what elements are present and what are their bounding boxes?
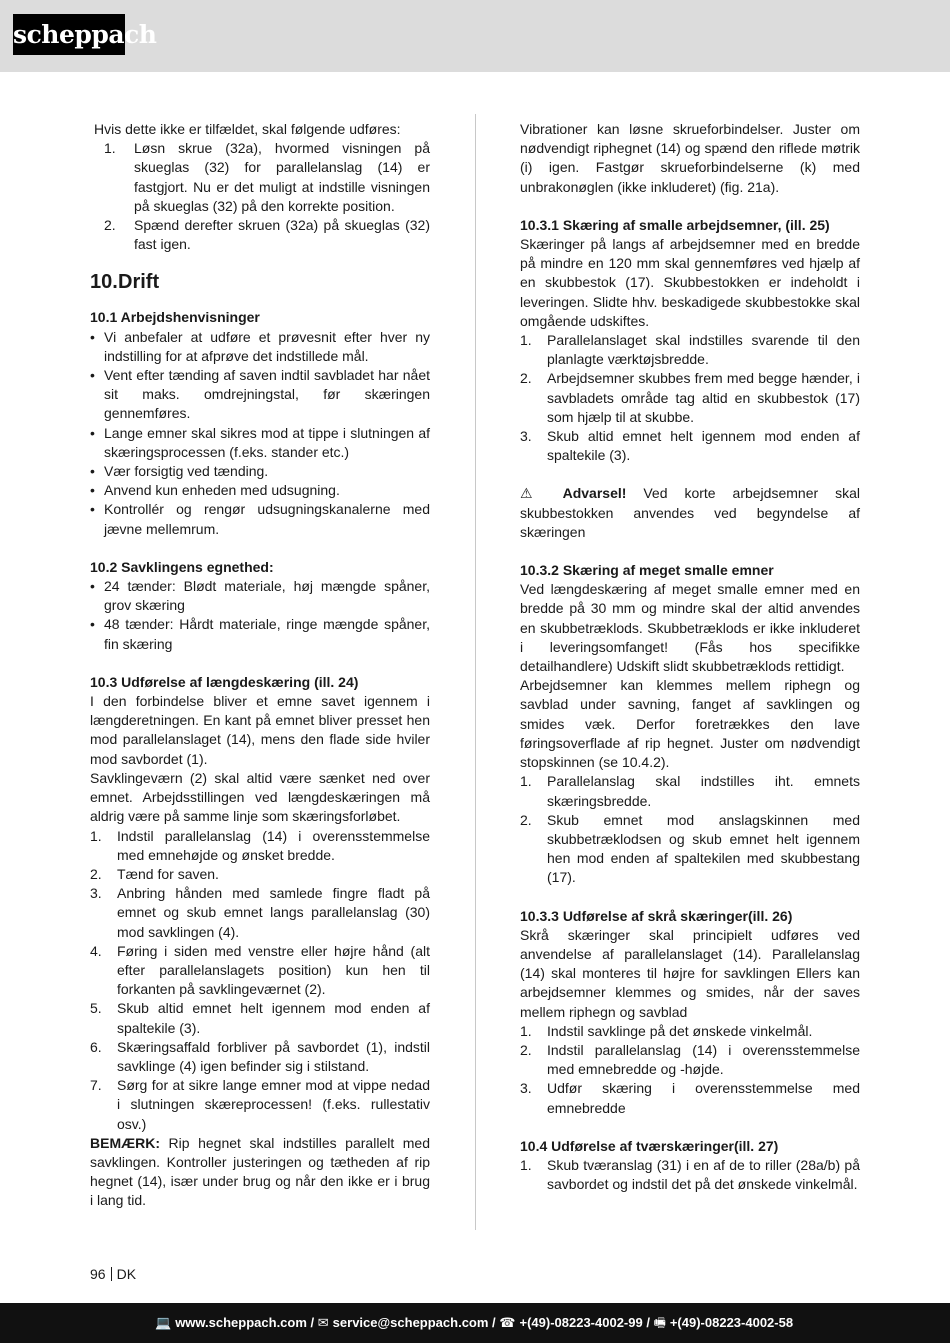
paragraph: Vibrationer kan løsne skrueforbindelser. Juster om nødvendigt riphegnet (14) og spænd den riflede møtrik (i) igen. Fastgør skrueforbindelserne (k) med unbrakonøglen (ikke inkluderet) (fig. 21a).: [520, 121, 860, 195]
list-item-number: 3.: [90, 885, 102, 902]
list-item: [520, 1079, 860, 1117]
bullet-item: [90, 481, 430, 500]
list-item: [520, 427, 860, 465]
bullet-item: [90, 424, 430, 462]
list-item-text: Føring i siden med venstre eller højre hånd (alt efter parallelanslagets position) kun hen til forkanten på savklingeværnet (2).: [117, 942, 430, 998]
list-item-text: Parallelanslaget skal indstilles svarende til den planlagte værktøjsbredde.: [547, 332, 860, 368]
list-item-text: Indstil parallelanslag (14) i overensstemmelse med emnehøjde og ønsket bredde.: [117, 827, 430, 863]
list-item: [520, 1041, 860, 1079]
list-item-text: Skub tværanslag (31) i en af de to riller (28a/b) på savbordet og indstil det på det ønskede vinkelmål.: [547, 1156, 860, 1193]
list-item-text: Parallelanslag skal indstilles iht. emnets skæringsbredde.: [547, 773, 860, 809]
note-text: Rip hegnet skal indstilles parallelt med savklingen. Kontroller justeringen og tætheden af rip hegnet (14), især under brug og når den ikke er i brug i lang tid.: [90, 1134, 430, 1209]
list-item: [520, 772, 860, 810]
list-item: [520, 1156, 860, 1194]
list-item: [90, 884, 430, 942]
list-item: [90, 216, 430, 254]
page-number: 96: [90, 1266, 106, 1282]
list-item: [520, 811, 860, 888]
bullet-text: Vi anbefaler at udføre et prøvesnit efter hver ny indstilling for at afprøve det indstillede mål.: [104, 328, 430, 364]
bullet-item: [90, 577, 430, 615]
list-item-text: Skæringsaffald forbliver på savbordet (1), indstil savklinge (4) igen befinder sig i stilstand.: [117, 1038, 430, 1074]
subsection-title-10-4: 10.4 Udførelse af tværskæringer(ill. 27): [520, 1137, 779, 1154]
list-item-number: 1.: [520, 332, 532, 349]
intro-steps: [90, 139, 430, 254]
warning-paragraph: [520, 484, 860, 542]
email-link[interactable]: service@scheppach.com /: [332, 1315, 496, 1330]
list-item-number: 1.: [520, 1022, 532, 1039]
list-item-text: Spænd derefter skruen (32a) på skueglas (32) fast igen.: [134, 217, 430, 253]
bullet-icon: •: [90, 501, 95, 518]
bullet-icon: •: [90, 616, 95, 633]
bullet-icon: •: [90, 578, 95, 595]
computer-icon: 💻: [155, 1315, 172, 1330]
phone-icon: ☎: [499, 1315, 516, 1330]
bullet-item: [90, 462, 430, 481]
paragraph: Skrå skæringer skal principielt udføres ved anvendelse af parallelanslaget (14). Parallelanslag (14) skal monteres til højre for savklingen Ellers kan arbejdsemner klemmes og smides, når der saves mellem riphegn og savblad: [520, 926, 860, 1020]
subsection-title-10-3: 10.3 Udførelse af længdeskæring (ill. 24): [90, 673, 359, 690]
list-item-text: Løsn skrue (32a), hvormed visningen på skueglas (32) for parallelanslag (14) er fastgjort. Nu er det muligt at indstille visningen på skueglas (32) på den korrekte position.: [134, 140, 430, 214]
subsection-title-10-3-1: 10.3.1 Skæring af smalle arbejdsemner, (ill. 25): [520, 216, 830, 233]
note-label: BEMÆRK:: [90, 1134, 160, 1151]
page-footer-number: [90, 1265, 136, 1283]
list-item-text: Tænd for saven.: [117, 865, 219, 882]
list-item-number: 1.: [104, 140, 116, 157]
language-code: DK: [116, 1266, 137, 1282]
bullet-text: 24 tænder: Blødt materiale, høj mængde spåner, grov skæring: [104, 578, 430, 614]
paragraph: Arbejdsemner kan klemmes mellem riphegn og savblad under savning, fanget af savklingen og smides væk. Derfor foretrækkes den lave føringsoverflade af rip hegnet. Juster om nødvendigt stopskinnen (se 10.4.2).: [520, 677, 860, 771]
list-item-number: 2.: [520, 811, 532, 828]
list-item-text: Skub emnet mod anslagskinnen med skubbetræklodsen og skub emnet helt igennem hen mod enden af spaltekilen med skubbestang (17).: [547, 811, 860, 886]
bullet-text: Vent efter tænding af saven indtil savbladet har nået sit maks. omdrejningstal, før skæringen gennemføres.: [104, 367, 430, 422]
fax-number: +(49)-08223-4002-58: [669, 1315, 794, 1330]
mail-icon: ✉: [317, 1315, 329, 1330]
list-item-number: 1.: [90, 827, 102, 844]
list-item-number: 6.: [90, 1038, 102, 1055]
subsection-title-10-3-2: 10.3.2 Skæring af meget smalle emner: [520, 562, 774, 579]
list-item-number: 7.: [90, 1077, 102, 1094]
bullets-10-2: [90, 577, 430, 654]
list-item-text: Skub altid emnet helt igennem mod enden af spaltekile (3).: [547, 428, 860, 464]
list-item-number: 5.: [90, 1000, 102, 1017]
list-item-number: 4.: [90, 942, 102, 959]
left-column: [90, 120, 430, 1211]
list-item: [520, 1022, 860, 1041]
bullet-icon: •: [90, 328, 95, 345]
warning-text: Ved korte arbejdsemner skal skubbestokken anvendes ved begyndelse af skæringen: [520, 485, 860, 540]
column-divider: [475, 114, 476, 1230]
warning-icon: ⚠: [520, 485, 546, 502]
bullet-text: 48 tænder: Hårdt materiale, ringe mængde spåner, fin skæring: [104, 616, 430, 652]
subsection-title-10-3-3: 10.3.3 Udførelse af skrå skæringer(ill. 26): [520, 907, 793, 924]
bullet-text: Kontrollér og rengør udsugningskanalerne med jævne mellemrum.: [104, 501, 430, 537]
list-item-number: 2.: [520, 370, 532, 387]
section-heading: [90, 270, 430, 294]
steps-10-3: [90, 827, 430, 1134]
list-item-number: 3.: [520, 428, 532, 445]
list-item: [90, 999, 430, 1037]
bullet-icon: •: [90, 424, 95, 441]
list-item-text: Indstil parallelanslag (14) i overensstemmelse med emnebredde og -højde.: [547, 1041, 860, 1078]
list-item: [90, 1076, 430, 1134]
list-item: [90, 865, 430, 884]
list-item-number: 2.: [520, 1041, 532, 1058]
right-column: [520, 120, 860, 1194]
list-item-text: Indstil savklinge på det ønskede vinkelmål.: [547, 1022, 813, 1039]
list-item: [90, 1038, 430, 1076]
subsection-title-10-2: 10.2 Savklingens egnethed:: [90, 558, 274, 575]
intro-text: Hvis dette ikke er tilfældet, skal følgende udføres:: [94, 121, 401, 137]
warning-label: Advarsel!: [562, 485, 627, 502]
bullet-text: Vær forsigtig ved tænding.: [104, 463, 269, 480]
steps-10-3-3: [520, 1022, 860, 1118]
footer-contact-band: [0, 1303, 950, 1343]
bullet-item: [90, 366, 430, 424]
list-item: [520, 369, 860, 427]
paragraph: Savklingeværn (2) skal altid være sænket ned over emnet. Arbejdsstillingen ved længdeskæringen må aldrig være på samme linje som skæringsforløbet.: [90, 769, 430, 825]
bullet-text: Lange emner skal sikres mod at tippe i slutningen af skæringsprocessen (f.eks. stander etc.): [104, 424, 430, 460]
bullet-text: Anvend kun enheden med udsugning.: [104, 482, 340, 499]
list-item-number: 2.: [104, 217, 116, 234]
steps-10-3-2: [520, 772, 860, 887]
list-item-text: Arbejdsemner skubbes frem med begge hænder, i savbladets område tag altid en skubbestok (17) som hjælp til at skubbe.: [547, 370, 860, 425]
list-item: [90, 139, 430, 216]
list-item-text: Sørg for at sikre lange emner mod at vippe nedad i slutningen skæreprocessen! (f.eks. rullestativ osv.): [117, 1077, 430, 1132]
list-item-text: Udfør skæring i overensstemmelse med emnebredde: [547, 1080, 860, 1116]
bullet-item: [90, 328, 430, 366]
note-paragraph: [90, 1134, 430, 1211]
section-number: 10.: [90, 271, 118, 294]
phone-number: +(49)-08223-4002-99 /: [519, 1315, 650, 1330]
paragraph: I den forbindelse bliver et emne savet igennem i længderetningen. En kant på emnet bliver presset hen mod parallelanslaget (14), mens den flade side hviler mod savbordet (1).: [90, 693, 430, 767]
list-item-text: Skub altid emnet helt igennem mod enden af spaltekile (3).: [117, 1000, 430, 1036]
subsection-title-10-1: 10.1 Arbejdshenvisninger: [90, 309, 260, 326]
list-item-number: 3.: [520, 1080, 532, 1097]
fax-icon: 🖷: [653, 1315, 666, 1330]
bullet-icon: •: [90, 367, 95, 384]
bullet-icon: •: [90, 482, 95, 499]
list-item-text: Anbring hånden med samlede fingre fladt på emnet og skub emnet langs parallelanslag (30) mod savklingen (4).: [117, 885, 430, 940]
steps-10-3-1: [520, 331, 860, 465]
bullet-icon: •: [90, 463, 95, 480]
list-item-number: 1.: [520, 1156, 532, 1173]
brand-logo: scheppach: [13, 14, 125, 55]
list-item: [90, 942, 430, 1000]
section-title: Drift: [118, 271, 160, 294]
paragraph: Skæringer på langs af arbejdsemner med en bredde på mindre en 120 mm skal gennemføres ved hjælp af en skubbestok (17). Skubbestokken er indeholdt i leveringen. Slidte hhv. beskadigede skubbestokke skal omgående udskiftes.: [520, 236, 860, 329]
bullets-10-1: [90, 328, 430, 539]
website-link[interactable]: www.scheppach.com /: [175, 1315, 315, 1330]
steps-10-4: [520, 1156, 860, 1194]
list-item-number: 1.: [520, 773, 532, 790]
bullet-item: [90, 615, 430, 653]
list-item-number: 2.: [90, 865, 102, 882]
paragraph: Ved længdeskæring af meget smalle emner med en bredde på 30 mm og mindre skal der altid anvendes en skubbetræklods. Skubbetræklods er ikke inkluderet i leveringsomfanget! (Fås hos specifikke detailhandlere) Udskift slidt skubbetræklods rettidigt.: [520, 581, 860, 675]
list-item: [90, 827, 430, 865]
bullet-item: [90, 500, 430, 538]
list-item: [520, 331, 860, 369]
